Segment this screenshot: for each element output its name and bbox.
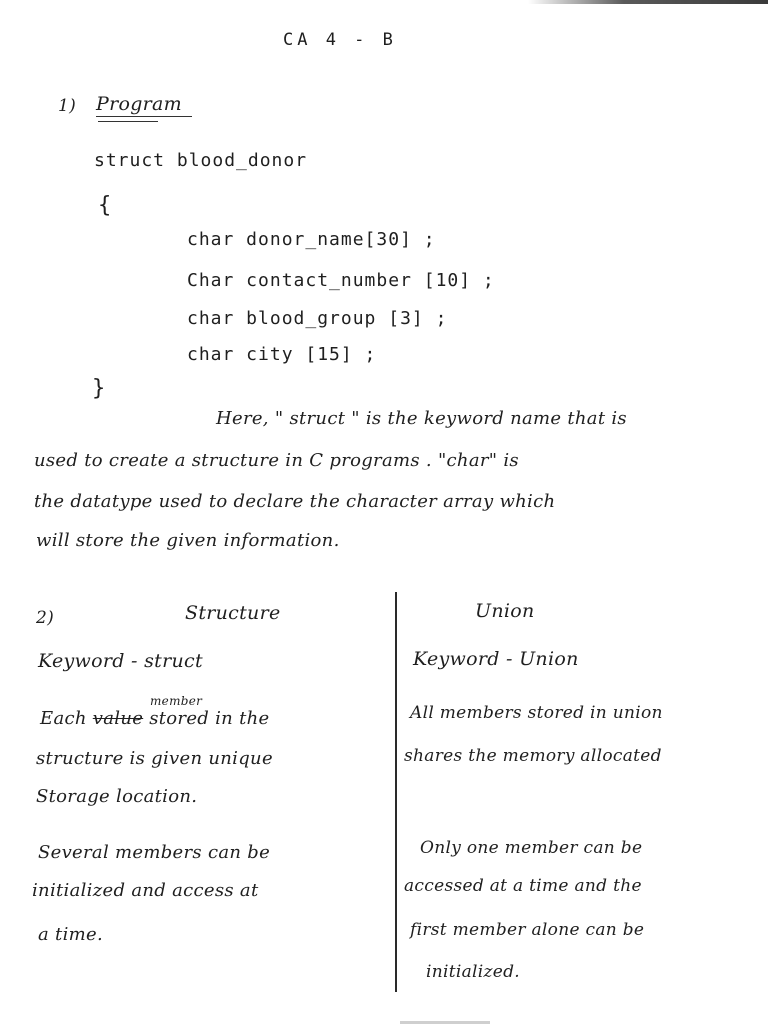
column-divider <box>395 592 397 992</box>
code-close-brace: } <box>92 376 107 401</box>
union-row1-line1: All members stored in union <box>410 703 663 723</box>
code-field-contact-number: Char contact_number [10] ; <box>187 270 495 291</box>
structure-row2-line3: a time. <box>38 924 103 945</box>
structure-row2-line1: Several members can be <box>38 842 271 863</box>
explanation-line-4: will store the given information. <box>36 530 340 551</box>
heading-underline-second <box>98 121 158 122</box>
code-field-donor-name: char donor_name[30] ; <box>187 229 436 250</box>
structure-keyword: Keyword - struct <box>38 650 203 672</box>
union-row2-line3: first member alone can be <box>410 920 645 940</box>
inserted-word-member: member <box>150 694 203 708</box>
struck-word: value <box>92 708 144 729</box>
union-row1-line2: shares the memory allocated <box>404 746 662 766</box>
structure-column-heading: Structure <box>185 602 281 624</box>
code-open-brace: { <box>98 193 113 218</box>
explanation-line-1: Here, " struct " is the keyword name that is <box>216 408 627 429</box>
union-row2-line2: accessed at a time and the <box>404 876 642 896</box>
structure-row2-line2: initialized and access at <box>32 880 259 901</box>
code-field-city: char city [15] ; <box>187 344 377 365</box>
structure-row1-line2: structure is given unique <box>36 748 273 769</box>
union-row2-line1: Only one member can be <box>420 838 643 858</box>
scan-edge-shadow <box>528 0 768 4</box>
section-1-heading: Program <box>96 93 182 115</box>
section-2-number: 2) <box>36 608 55 628</box>
page-title: CA 4 - B <box>283 30 397 50</box>
union-row2-line4: initialized. <box>426 962 521 982</box>
heading-underline <box>96 116 192 117</box>
explanation-line-2: used to create a structure in C programs . "char" is <box>34 450 519 471</box>
code-struct-declaration: struct blood_donor <box>94 150 308 171</box>
structure-row1-line3: Storage location. <box>36 786 198 807</box>
union-column-heading: Union <box>475 600 535 622</box>
code-field-blood-group: char blood_group [3] ; <box>187 308 448 329</box>
explanation-line-3: the datatype used to declare the character array which <box>34 491 556 512</box>
structure-row1-line1: Each value stored in the <box>40 708 270 729</box>
section-1-number: 1) <box>58 96 77 116</box>
union-keyword: Keyword - Union <box>413 648 579 670</box>
